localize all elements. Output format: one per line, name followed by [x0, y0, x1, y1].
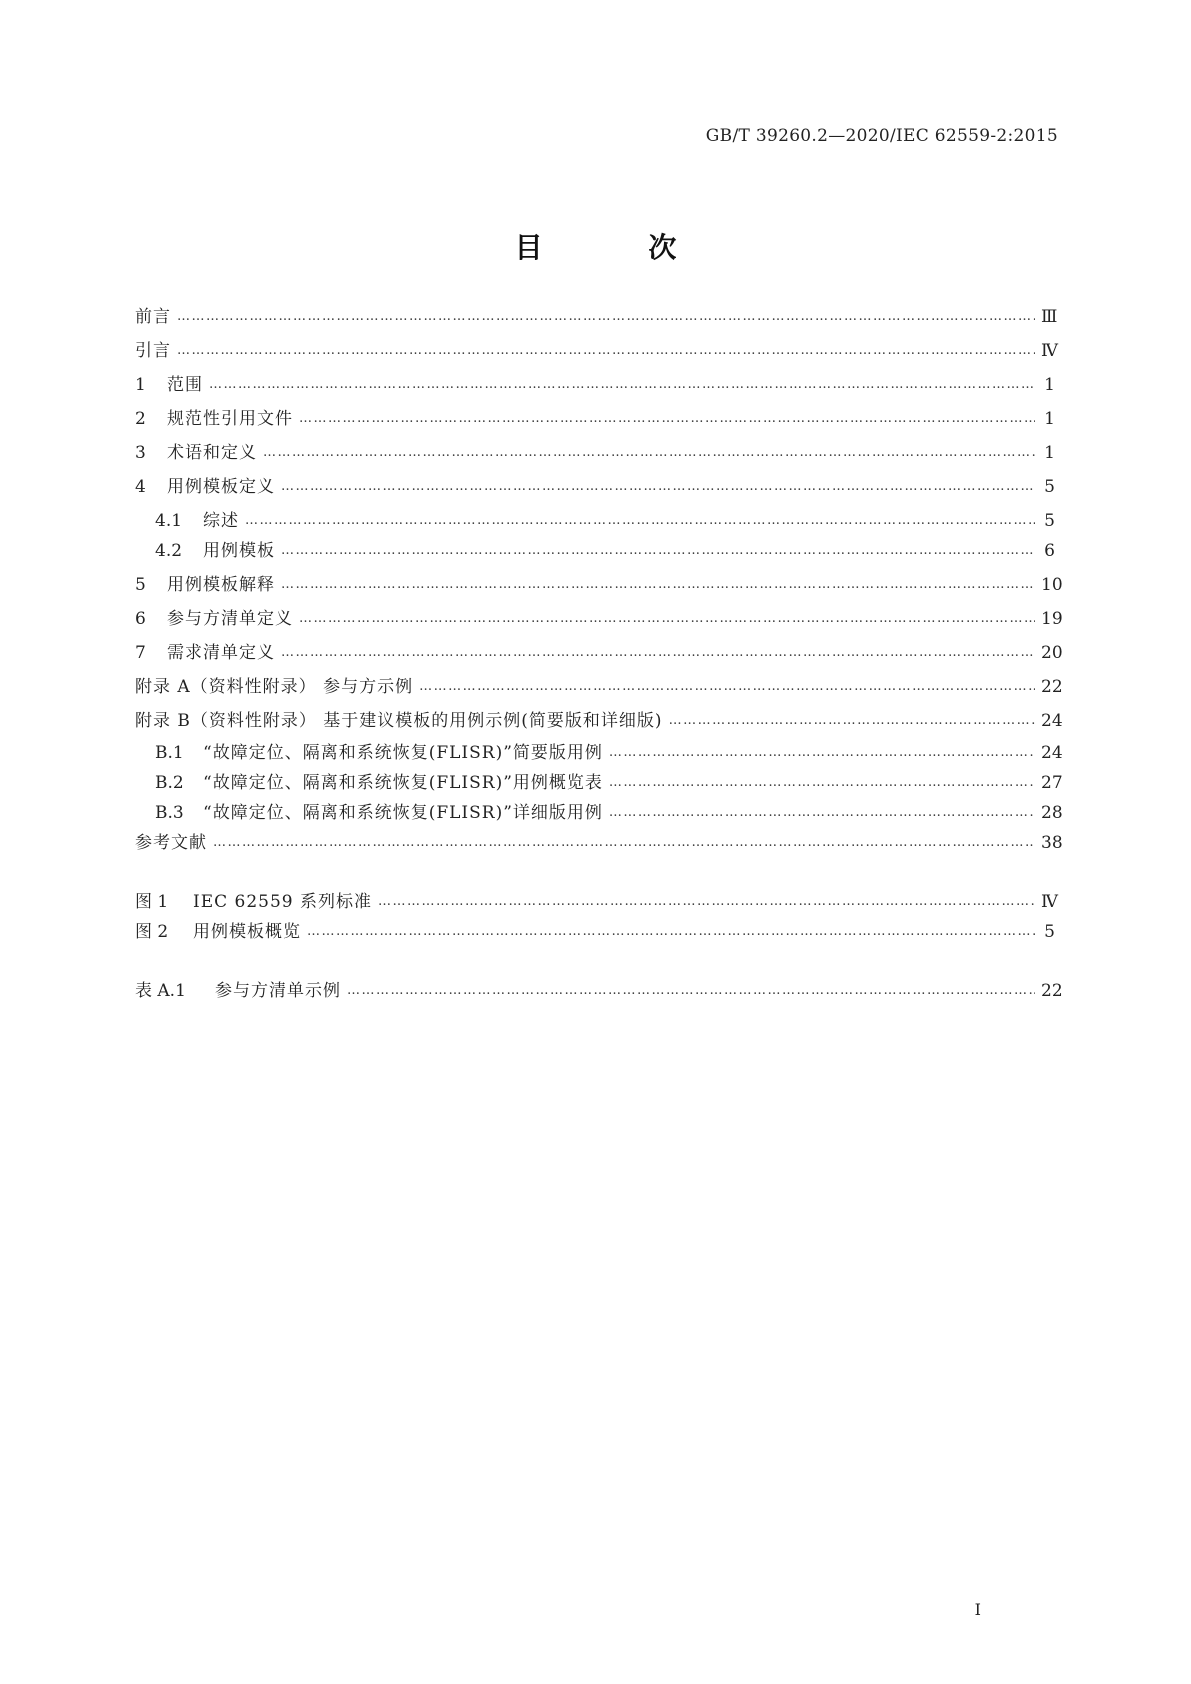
toc-entry[interactable]: [135, 830, 1063, 856]
toc-leader-dots: [419, 674, 1035, 700]
toc-entry-number: 1: [135, 375, 146, 395]
toc-entry-page: 19: [1041, 609, 1063, 629]
toc-entry-number: 7: [135, 643, 146, 663]
toc-entry-number: B.1: [155, 743, 184, 763]
toc-entry-label: 前言: [135, 307, 171, 327]
toc-entry-page: 27: [1041, 773, 1063, 793]
toc-entry[interactable]: [135, 640, 1063, 666]
table-page: 22: [1041, 981, 1063, 1001]
toc-entry[interactable]: [135, 606, 1063, 632]
toc-entry[interactable]: [135, 572, 1063, 598]
toc-subentry[interactable]: [155, 800, 1063, 826]
toc-leader-dots: [378, 889, 1035, 915]
toc-entry-page: 24: [1041, 711, 1063, 731]
figure-number: 图 1: [135, 892, 169, 912]
toc-entry-page: 38: [1041, 833, 1063, 853]
page-title: 目 次: [514, 231, 725, 264]
toc-entry[interactable]: [135, 406, 1055, 432]
toc-entry-number: B.3: [155, 803, 184, 823]
table-list-entry[interactable]: [135, 978, 1063, 1004]
standard-header: GB/T 39260.2—2020/IEC 62559-2:2015: [705, 126, 1058, 146]
page-number: I: [974, 1600, 981, 1619]
toc-entry-page: 6: [1044, 541, 1055, 561]
toc-leader-dots: [213, 830, 1035, 856]
toc-subentry[interactable]: [155, 538, 1055, 564]
toc-entry-label: 引言: [135, 341, 171, 361]
figure-label: 用例模板概览: [193, 922, 301, 942]
toc-entry-label: “故障定位、隔离和系统恢复(FLISR)”简要版用例: [203, 743, 603, 763]
toc-entry-number: 4.2: [155, 541, 183, 561]
toc-entry-label: 术语和定义: [167, 443, 257, 463]
figure-label: IEC 62559 系列标准: [193, 892, 373, 912]
toc-leader-dots: [609, 800, 1035, 826]
toc-leader-dots: [209, 372, 1035, 398]
toc-entry-label: “故障定位、隔离和系统恢复(FLISR)”用例概览表: [203, 773, 603, 793]
toc-leader-dots: [177, 304, 1035, 330]
toc-entry[interactable]: [135, 674, 1063, 700]
toc-entry-label: 附录 B（资料性附录） 基于建议模板的用例示例(简要版和详细版): [135, 711, 663, 731]
figure-number: 图 2: [135, 922, 169, 942]
toc-entry-label: 综述: [203, 511, 239, 531]
toc-entry-label: 用例模板定义: [167, 477, 275, 497]
toc-entry-label: 需求清单定义: [167, 643, 275, 663]
toc-leader-dots: [281, 474, 1035, 500]
toc-entry-page: 1: [1044, 375, 1055, 395]
figure-page: 5: [1044, 922, 1055, 942]
toc-subentry[interactable]: [155, 740, 1063, 766]
toc-entry-label: 用例模板: [203, 541, 275, 561]
toc-entry[interactable]: [135, 708, 1063, 734]
toc-subentry[interactable]: [155, 770, 1063, 796]
figure-list-entry[interactable]: [135, 889, 1058, 915]
toc-leader-dots: [281, 538, 1035, 564]
toc-entry-number: 2: [135, 409, 146, 429]
toc-entry-number: 3: [135, 443, 146, 463]
toc-entry[interactable]: [135, 474, 1055, 500]
table-number: 表 A.1: [135, 981, 186, 1001]
toc-subentry[interactable]: [155, 508, 1055, 534]
toc-entry-page: 1: [1044, 443, 1055, 463]
toc-leader-dots: [281, 640, 1035, 666]
figure-list-entry[interactable]: [135, 919, 1055, 945]
toc-entry[interactable]: [135, 338, 1058, 364]
toc-entry-label: 用例模板解释: [167, 575, 275, 595]
toc-entry[interactable]: [135, 440, 1055, 466]
toc-entry-page: 1: [1044, 409, 1055, 429]
toc-leader-dots: [263, 440, 1035, 466]
toc-leader-dots: [281, 572, 1035, 598]
toc-entry-number: 5: [135, 575, 146, 595]
toc-entry-page: 22: [1041, 677, 1063, 697]
toc-leader-dots: [299, 406, 1035, 432]
toc-leader-dots: [609, 770, 1035, 796]
toc-entry-page: 5: [1044, 511, 1055, 531]
toc-leader-dots: [245, 508, 1035, 534]
toc-entry-label: 附录 A（资料性附录） 参与方示例: [135, 677, 414, 697]
toc-leader-dots: [177, 338, 1035, 364]
figure-page: Ⅳ: [1041, 892, 1058, 912]
toc-leader-dots: [307, 919, 1035, 945]
toc-entry-label: 参与方清单定义: [167, 609, 293, 629]
toc-entry-number: 4.1: [155, 511, 183, 531]
toc-entry-page: 28: [1041, 803, 1063, 823]
toc-entry-label: “故障定位、隔离和系统恢复(FLISR)”详细版用例: [203, 803, 603, 823]
toc-entry-page: 20: [1041, 643, 1063, 663]
toc-entry-page: Ⅲ: [1041, 307, 1058, 327]
toc-entry-label: 规范性引用文件: [167, 409, 293, 429]
toc-leader-dots: [299, 606, 1035, 632]
toc-entry-number: B.2: [155, 773, 184, 793]
toc-entry-page: 24: [1041, 743, 1063, 763]
table-label: 参与方清单示例: [215, 981, 341, 1001]
toc-leader-dots: [347, 978, 1035, 1004]
toc-entry-number: 4: [135, 477, 146, 497]
toc-entry[interactable]: [135, 372, 1055, 398]
toc-entry-label: 范围: [167, 375, 203, 395]
toc-entry-page: 10: [1041, 575, 1063, 595]
toc-leader-dots: [669, 708, 1035, 734]
toc-entry[interactable]: [135, 304, 1058, 330]
toc-entry-label: 参考文献: [135, 833, 207, 853]
toc-leader-dots: [609, 740, 1035, 766]
toc-entry-page: Ⅳ: [1041, 341, 1058, 361]
toc-entry-page: 5: [1044, 477, 1055, 497]
toc-entry-number: 6: [135, 609, 146, 629]
